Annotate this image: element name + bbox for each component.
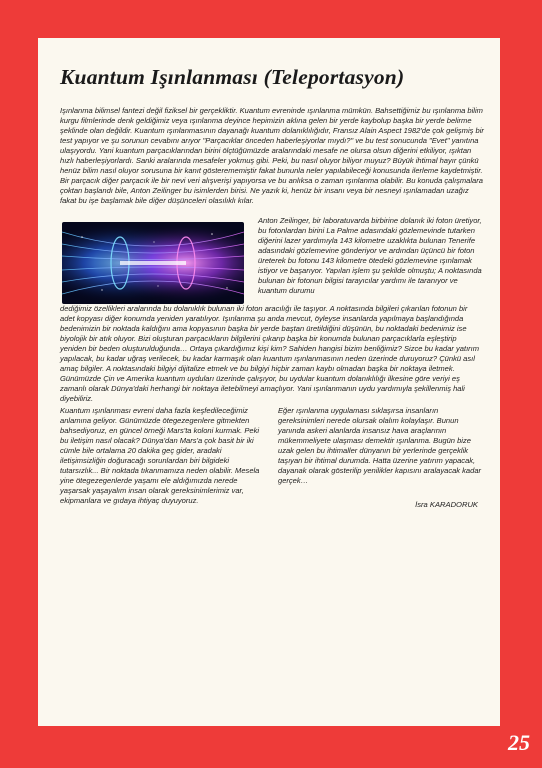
quantum-tunnel-image	[62, 222, 244, 304]
right-column	[278, 406, 484, 509]
continuation-paragraph: dediğimiz özellikleri aralarında bu dolanıklık bulunan iki foton aracılığı ile taşıyor. A noktasında bilgileri çıkarılan fotonun bir adet kopyası diğer konumda yeniden yaratılıyor. Işınlanma şu anda mevcut, öyleyse insanlarda yapılmaya başlandığında bedenimizin bir noktada kaldığını ama kopyasının başka bir yerde baştan üretildiğini düşünün, bu noktadaki bedenimiz ise biyolojik bir atık oluyor. Bizi oluşturan parçacıkların bilgilerini çıkarıp başka bir konumda bulunan parçacıklarla eşleştirip yeniden bir beden oluşturulduğunda… Ortaya çıkardığımız kişi kim? Sahiden hangisi bizim benliğimiz? Sizce bu kadar yatırım yapılacak, bu kadar uğraş verilecek, bu kadar karmaşık olan kuantum ışınlanmasının neden üzerinde duruyoruz? Çünkü asıl amaç bilgiler. A noktasındaki bilgiyi dijitalize etmek ve bu bilgiyi hiçbir zaman kaybı olmadan başka bir noktaya iletmek. Günümüzde Çin ve Amerika kuantum uyduları üzerinde çalışıyor, bu uydular kuantum dolanıklılığı ilkesine göre veriyi eş zamanlı olarak Dünya'daki herhangi bir noktaya iletebilmeyi amaçlıyor. Yani ışınlanmanın uydu yardımıyla şekillenmiş hali diyebiliriz.	[60, 303, 480, 403]
author-signature: İsra KARADORUK	[415, 499, 478, 509]
left-column-text: Kuantum ışınlanması evreni daha fazla keşfedileceğimiz anlamına geliyor. Günümüzde ötegezegenlere gitmekten bahsediyoruz, en güncel örneği Mars'ta koloni kurmak. Peki bu iletişim nasıl olacak? Dünya'dan Mars'a çok basit bir iki cümle bile ortalama 20 dakika geç gider, aradaki iletişimsizliğin doğuracağı sorunlardan biri bilgideki tutarsızlık... Bir noktada tıkanmamıza neden olabilir. Mesela yine ötegezegenlerde yaşamı ele aldığımızda nerede yaşarsak yaşayalım insan olarak gereksinimlerimiz var, ekipmanlara ve gıdaya ihtiyaç duyuyoruz.	[60, 405, 260, 505]
page-number: 25	[508, 730, 530, 755]
magazine-page	[38, 38, 500, 726]
intro-paragraph: Işınlanma bilimsel fantezi değil fiziksel bir gerçekliktir. Kuantum evreninde ışınlanma mümkün. Bahsettiğimiz bu ışınlanma bilim kurgu filmlerinde denk geldiğimiz veya ışınlanma deyince hepimizin aklına gelen bir yerde kaybolup başka bir yerde belirme şeklinde olan değildir. Kuantum ışınlanmasının dayanağı kuantum dolanıklılığıdır, Fransız Alain Aspect 1982'de çok gelişmiş bir test yapıyor ve şu sorunun cevabını arıyor "Parçacıklar önceden haberleşiyorlar mıydı?" ve bu test sonucunda "Evet" yanıtına ulaşıyordu. Yani kuantum parçacıklarından birini ölçtüğümüzde aralarındaki mesafe ne olursa olsun diğerini etkiliyor, ışıktan hızlı haberleşiyorlardı. Sanki aralarında mesafeler yokmuş gibi. Peki, bu nasıl oluyor biliyor muyuz? Büyük ihtimal hayır çünkü henüz bilim nasıl oluyor sorusuna bir kanıt gösterememiştir fakat bununla neler yapılabileceği konusunda ilerleme kaydetmiştir. Bir parçacık diğer parçacık ile bir nevi veri alışverişi yapıyorsa ve bu anlıksa o zaman ışınlanma olabilir. Bu konuda çalışmalara çoktan başlandı bile, Anton Zeilinger bu isimlerden birisi. Ne yazık ki, henüz bir insanı veya bir nesneyi ışınlamadan uzağız fakat bu işe başlamak bile diğer düşünceleri olasılıklı kılar.	[60, 105, 484, 205]
article-title: Kuantum Işınlanması (Teleportasyon)	[60, 65, 405, 89]
right-column-text: Eğer ışınlanma uygulaması sıklaşırsa insanların gereksinimleri nerede olursak olalım kolaylaşır. Bunun yanında askeri alanlarda insansız hava araçlarının mükemmeliyete ulaşması demektir ışınlanma. Bugün bize uzak gelen bu ihtimaller dünyanın bir yerlerinde gerçeklik taşıyan bir ihtimal durumda. Hatta üzerine yatırım yapacak, dayanak olarak gösterilip yenilikler kapısını aralayacak kadar gerçek…	[278, 405, 482, 485]
image-text-block	[60, 216, 484, 304]
left-column	[60, 406, 266, 509]
image-side-paragraph: Anton Zeilinger, bir laboratuvarda birbirine dolanık iki foton üretiyor, bu fotonlardan birini La Palme adasındaki gözlemevinde tutarken diğerini lazer yardımıyla 143 kilometre uzaklıkta bulunan Tenerife adasındaki gözlemevine gönderiyor ve ardından üçüncü bir foton üreterek bu fotonu 143 kilometre ötedeki gözlemevine ışınlamak istiyor ve başarıyor. Yapılan işlem şu şekilde olmuştu; A noktasında bulunan bir fotonun bilgisi tarayıcılar yardımı ile taranıyor ve kuantum durumu	[258, 215, 482, 295]
two-column-section	[60, 406, 484, 509]
